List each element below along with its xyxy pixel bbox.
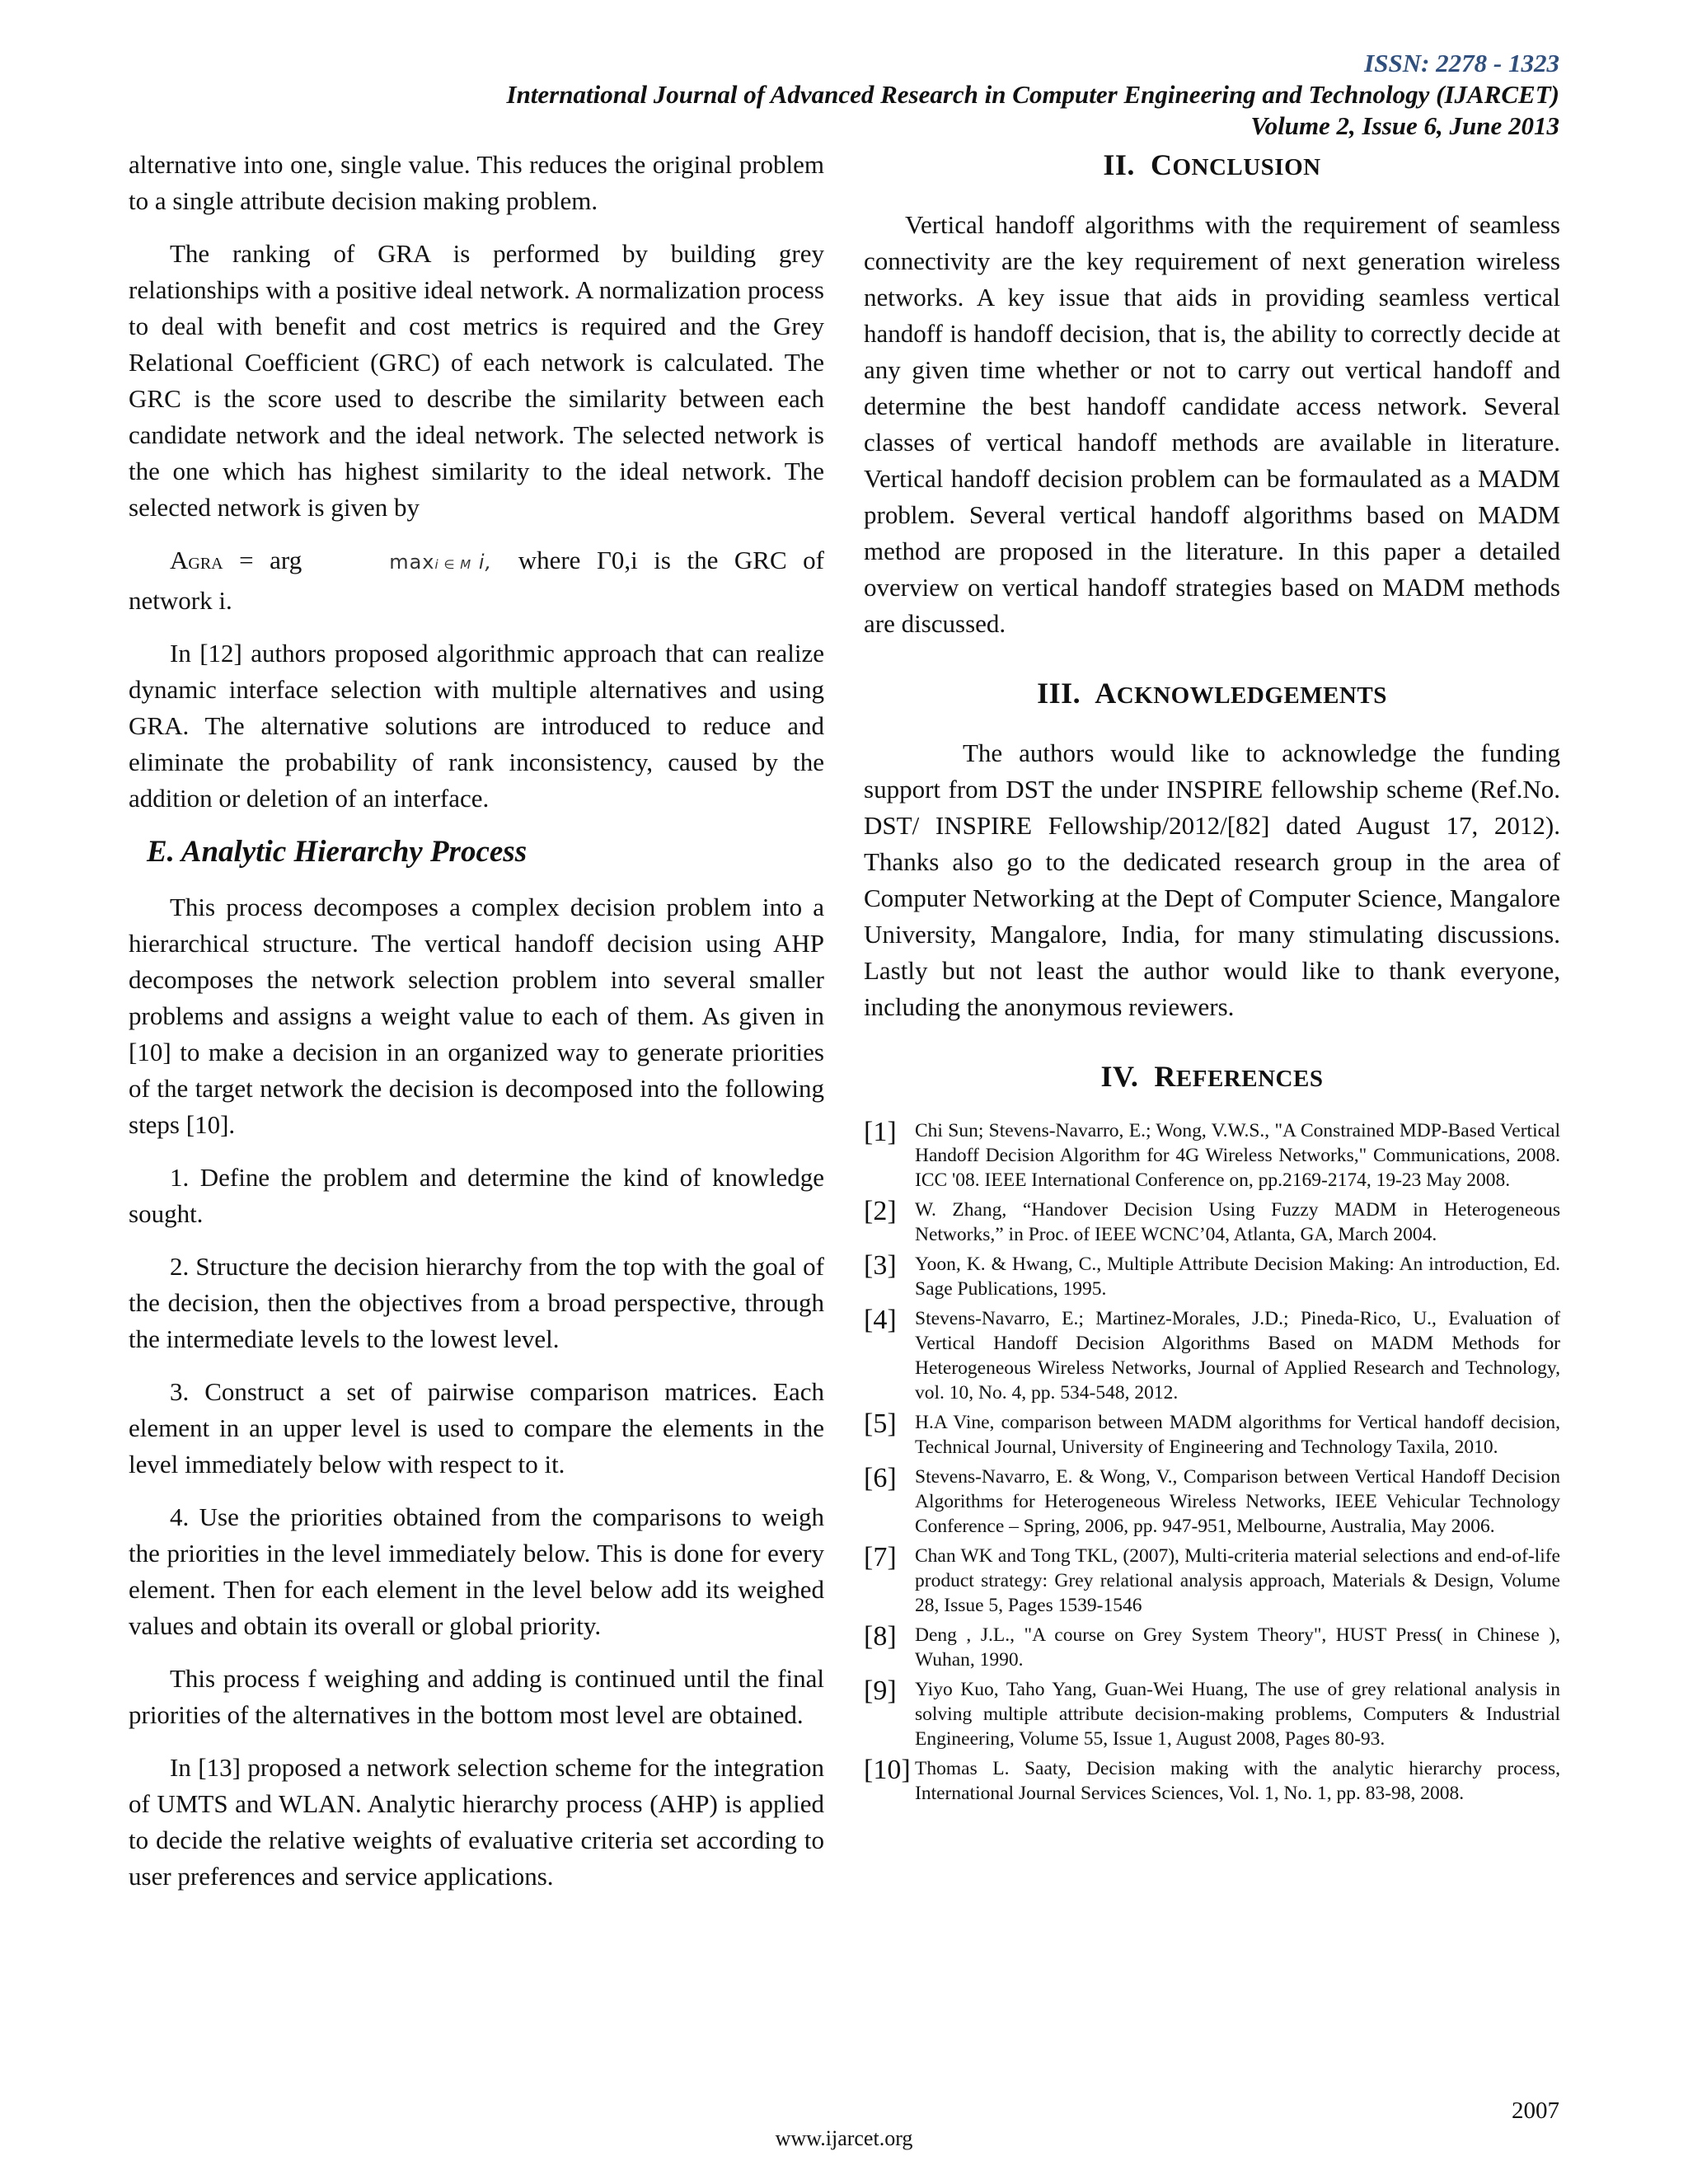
journal-header bbox=[76, 48, 1559, 142]
reference-item: [9] Yiyo Kuo, Taho Yang, Guan-Wei Huang, The use of grey relational analysis in solving multiple attribute decision-making problems, Computers & Industrial Engineering, Volume 55, Issue 1, August 2008, Pages 80-93. bbox=[864, 1675, 1560, 1750]
section-heading-conclusion: II. CONCLUSION bbox=[1103, 148, 1321, 181]
acknowledgement-text: The authors would like to acknowledge the funding support from DST the under INSPIRE fellowship scheme (Ref.No. DST/ INSPIRE Fellowship/2012/[82] dated August 17, 2012). Thanks also go to the dedicated research group in the area of Computer Networking at the Dept of Computer Science, Mangalore University, Mangalore, India, for many stimulating discussions. Lastly but not least the author would like to thank everyone, including the anonymous reviewers. bbox=[864, 738, 1560, 1021]
reference-item: [8] Deng , J.L., "A course on Grey System Theory", HUST Press( in Chinese ), Wuhan, 1990. bbox=[864, 1621, 1560, 1671]
reference-item: [3] Yoon, K. & Hwang, C., Multiple Attribute Decision Making: An introduction, Ed. Sage Publications, 1995. bbox=[864, 1250, 1560, 1300]
reference-item: [6] Stevens-Navarro, E. & Wong, V., Comparison between Vertical Handoff Decision Algorithms for Heterogeneous Wireless Networks, IEEE Vehicular Technology Conference – Spring, 2006, pp. 947-951, Melbourne, Australia, May 2006. bbox=[864, 1463, 1560, 1537]
left-column bbox=[129, 147, 824, 1911]
paragraph: This process f weighing and adding is continued until the final priorities of the alternatives in the bottom most level are obtained. bbox=[129, 1664, 824, 1729]
paragraph: In [12] authors proposed algorithmic approach that can realize dynamic interface selection with multiple alternatives and using GRA. The alternative solutions are introduced to reduce and eliminate the probability of rank inconsistency, caused by the addition or deletion of an interface. bbox=[129, 639, 824, 813]
issn: ISSN: 2278 - 1323 bbox=[1364, 49, 1559, 77]
reference-item: [10] Thomas L. Saaty, Decision making with the analytic hierarchy process, International Journal Services Sciences, Vol. 1, No. 1, pp. 83-98, 2008. bbox=[864, 1755, 1560, 1804]
volume-issue: Volume 2, Issue 6, June 2013 bbox=[1250, 111, 1559, 140]
section-heading-references: IV. REFERENCES bbox=[1100, 1060, 1324, 1093]
section-heading-acknowledgements: III. ACKNOWLEDGEMENTS bbox=[1037, 677, 1387, 710]
reference-item: [5] H.A Vine, comparison between MADM algorithms for Vertical handoff decision, Technical Journal, University of Engineering and Technology Taxila, 2010. bbox=[864, 1408, 1560, 1458]
step-2: 2. Structure the decision hierarchy from the top with the goal of the decision, then the objectives from a broad perspective, through the intermediate levels to the lowest level. bbox=[129, 1252, 824, 1353]
paragraph: This process decomposes a complex decision problem into a hierarchical structure. The vertical handoff decision using AHP decomposes the network selection problem into several smaller problems and assigns a weight value to each of them. As given in [10] to make a decision in an organized way to generate priorities of the target network the decision is decomposed into the following steps [10]. bbox=[129, 893, 824, 1139]
argmax-formula-image: maxi ∈ M i, bbox=[389, 551, 493, 574]
journal-title: International Journal of Advanced Research in Computer Engineering and Technology (IJARCET) bbox=[506, 80, 1559, 109]
reference-item: [7] Chan WK and Tong TKL, (2007), Multi-criteria material selections and end-of-life product strategy: Grey relational analysis approach, Materials & Design, Volume 28, Issue 5, Pages 1539-1546 bbox=[864, 1542, 1560, 1616]
formula-paragraph: AGRA = arg maxi ∈ M i, where Γ0,i is the GRC of network i. bbox=[129, 546, 824, 615]
page-number: 2007 bbox=[1512, 2097, 1559, 2124]
paragraph: alternative into one, single value. This reduces the original problem to a single attribute decision making problem. bbox=[129, 150, 824, 215]
paragraph: The ranking of GRA is performed by building grey relationships with a positive ideal network. A normalization process to deal with benefit and cost metrics is required and the Grey Relational Coefficient (GRC) of each network is calculated. The GRC is the score used to describe the similarity between each candidate network and the ideal network. The selected network is the one which has highest similarity to the ideal network. The selected network is given by bbox=[129, 239, 824, 522]
journal-url[interactable]: www.ijarcet.org bbox=[775, 2126, 913, 2150]
step-1: 1. Define the problem and determine the kind of knowledge sought. bbox=[129, 1163, 824, 1228]
paragraph: In [13] proposed a network selection scheme for the integration of UMTS and WLAN. Analytic hierarchy process (AHP) is applied to decide the relative weights of evaluative criteria set according to user preferences and service applications. bbox=[129, 1753, 824, 1891]
step-3: 3. Construct a set of pairwise comparison matrices. Each element in an upper level is used to compare the elements in the level immediately below with respect to it. bbox=[129, 1377, 824, 1479]
subsection-heading: E. Analytic Hierarchy Process bbox=[147, 835, 528, 869]
reference-item: [1] Chi Sun; Stevens-Navarro, E.; Wong, V.W.S., "A Constrained MDP-Based Vertical Handoff Decision Algorithm for 4G Wireless Networks," Communications, 2008. ICC '08. IEEE International Conference on, pp.2169-2174, 19-23 May 2008. bbox=[864, 1117, 1560, 1191]
step-4: 4. Use the priorities obtained from the comparisons to weigh the priorities in the level immediately below. This is done for every element. Then for each element in the level below add its weighed values and obtain its overall or global priority. bbox=[129, 1502, 824, 1640]
reference-item: [4] Stevens-Navarro, E.; Martinez-Morales, J.D.; Pineda-Rico, U., Evaluation of Vertical Handoff Decision Algorithms Based on MADM Methods for Heterogeneous Wireless Networks, Journal of Applied Research and Technology, vol. 10, No. 4, pp. 534-548, 2012. bbox=[864, 1305, 1560, 1404]
reference-list bbox=[864, 1118, 1560, 1806]
conclusion-text: Vertical handoff algorithms with the requirement of seamless connectivity are the key requirement of next generation wireless networks. A key issue that aids in providing seamless vertical handoff is handoff decision, that is, the ability to correctly decide at any given time whether or not to carry out vertical handoff and determine the best handoff candidate access network. Several classes of vertical handoff methods are available in literature. Vertical handoff decision problem can be formaulated as a MADM problem. Several vertical handoff algorithms based on MADM method are proposed in the literature. In this paper a detailed overview on vertical handoff strategies based on MADM methods are discussed. bbox=[864, 210, 1560, 638]
reference-item: [2] W. Zhang, “Handover Decision Using Fuzzy MADM in Heterogeneous Networks,” in Proc. of IEEE WCNC’04, Atlanta, GA, March 2004. bbox=[864, 1196, 1560, 1245]
right-column bbox=[864, 147, 1560, 1811]
